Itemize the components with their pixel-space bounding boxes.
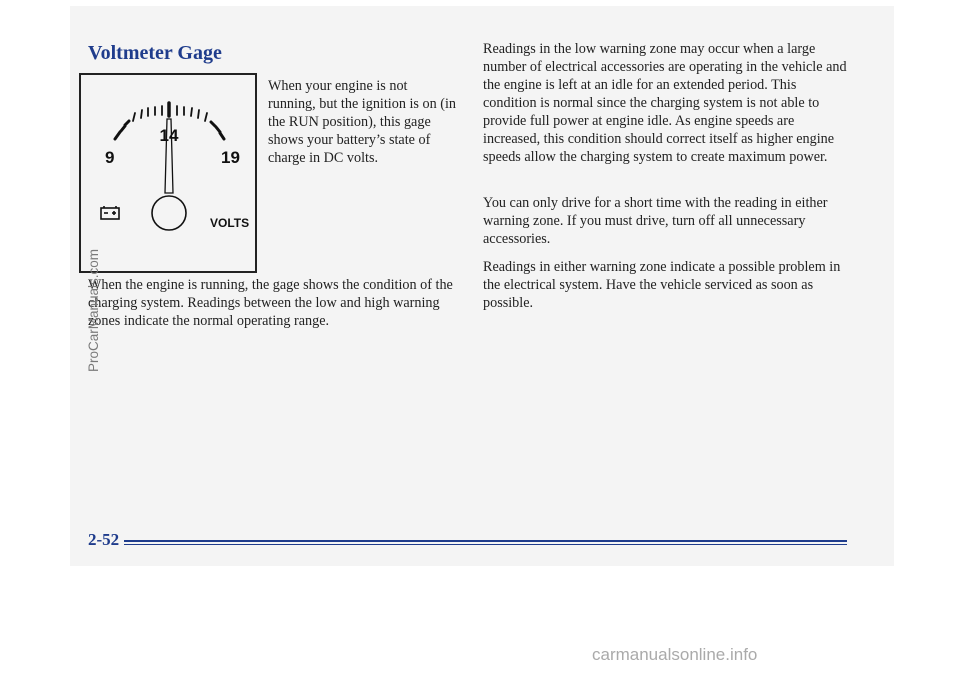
gauge-svg	[81, 75, 259, 275]
normal-tick	[205, 113, 207, 121]
section-title: Voltmeter Gage	[88, 42, 222, 64]
scale-label-low: 9	[105, 148, 115, 167]
low-zone-tick	[125, 121, 129, 125]
warning-zone-drive-paragraph: You can only drive for a short time with the reading in either warning zone. If you must drive, turn off all unnecessary accessories.	[483, 195, 828, 247]
gauge-hub	[152, 196, 186, 230]
low-zone-tick	[121, 126, 125, 131]
gauge-unit-label: VOLTS	[210, 216, 250, 230]
page-number: 2-52	[88, 530, 120, 549]
normal-tick	[141, 110, 142, 118]
low-zone-paragraph: Readings in the low warning zone may occur when a large number of electrical accessories are operating in the vehicle and the engine is left at an idle for an extended period. This condition is normal since the charging system is not able to provide full power at engine idle. As engine speeds are increased, this condition should correct itself as higher engine speeds allow the charging system to create maximum power.	[483, 41, 847, 165]
high-zone-tick	[220, 133, 224, 139]
normal-tick	[191, 108, 192, 116]
engine-running-paragraph: When the engine is running, the gage shows the condition of the charging system. Readings between the low and high warning zones indicate the normal operating range.	[88, 277, 453, 329]
electrical-problem-paragraph: Readings in either warning zone indicate a possible problem in the electrical system. Have the vehicle serviced as soon as possible.	[483, 259, 841, 311]
site-watermark: carmanualsonline.info	[592, 645, 758, 664]
scale-label-high: 19	[221, 148, 240, 167]
normal-tick	[133, 113, 135, 121]
watermark-text: ProCarManuals.com	[86, 248, 101, 372]
footer-rule-thin	[124, 544, 847, 545]
intro-paragraph: When your engine is not running, but the ignition is on (in the RUN position), this gage shows your battery’s state of charge in DC volts.	[268, 78, 456, 166]
high-zone-tick	[211, 122, 215, 126]
high-zone-tick	[216, 127, 220, 132]
low-zone-tick	[115, 132, 120, 139]
scale-label-mid: 14	[159, 126, 179, 145]
normal-tick	[198, 110, 199, 118]
footer-rule	[124, 540, 847, 542]
voltmeter-gauge-illustration	[79, 73, 257, 273]
battery-icon	[101, 206, 119, 219]
